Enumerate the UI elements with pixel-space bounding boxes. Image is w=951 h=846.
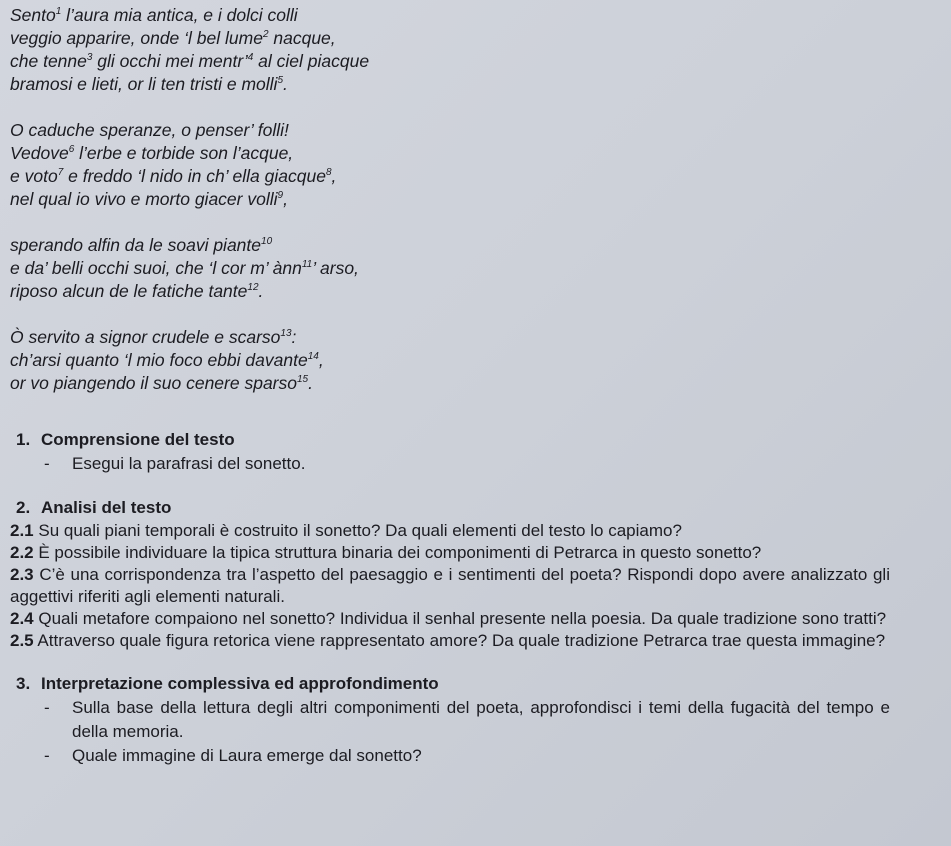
verse-line: Sento$^1$ l’aura mia antica, e i dolci colli xyxy=(10,5,298,25)
verse-line: bramosi e lieti, or li ten tristi e molli$^5$. xyxy=(10,74,288,94)
stanza-4 xyxy=(10,326,369,395)
footnote-ref: 12 xyxy=(247,282,259,293)
verse-line: Ò servito a signor crudele e scarso$^{13}$: xyxy=(10,327,297,347)
section-title: 1. Comprensione del testo xyxy=(16,430,235,449)
footnote-ref: 13 xyxy=(280,328,292,339)
footnote-ref: 14 xyxy=(307,351,319,362)
verse-line: e voto$^7$ e freddo ‘l nido in ch’ ella giacque$^8$, xyxy=(10,166,337,186)
footnote-ref: 7 xyxy=(57,167,64,178)
stanza-3 xyxy=(10,234,369,303)
footnote-ref: 3 xyxy=(86,52,93,63)
verse-line: Vedove$^6$ l’erbe e torbide son l’acque, xyxy=(10,143,294,163)
footnote-ref: 1 xyxy=(55,6,62,17)
footnote-ref: 15 xyxy=(297,374,309,385)
verse-line: sperando alfin da le soavi piante$^{10}$ xyxy=(10,235,273,255)
question-2-1: 2.1 Su quali piani temporali è costruito il sonetto? Da quali elementi del testo lo capiamo? xyxy=(10,521,682,540)
bullet-item: - Sulla base della lettura degli altri componimenti del poeta, approfondisci i temi della fugacità del tempo e della memoria. xyxy=(10,696,890,744)
question-2-2: 2.2 È possibile individuare la tipica struttura binaria dei componimenti di Petrarca in questo sonetto? xyxy=(10,543,762,562)
dash-marker: - xyxy=(44,454,50,473)
verse-line: or vo piangendo il suo cenere sparso$^{15}$. xyxy=(10,373,313,393)
footnote-ref: 10 xyxy=(261,236,273,247)
footnote-ref: 9 xyxy=(277,190,284,201)
verse-line: riposo alcun de le fatiche tante$^{12}$. xyxy=(10,281,264,301)
exercise-list xyxy=(10,428,890,768)
bullet-item: - Quale immagine di Laura emerge dal sonetto? xyxy=(10,744,890,768)
section-title: 3. Interpretazione complessiva ed approfondimento xyxy=(16,674,439,693)
verse-line: O caduche speranze, o penser’ folli! xyxy=(10,120,289,140)
verse-line: veggio apparire, onde ‘l bel lume$^2$ nacque, xyxy=(10,28,336,48)
footnote-ref: 11 xyxy=(301,259,313,270)
verse-line: nel qual io vivo e morto giacer volli$^9$, xyxy=(10,189,288,209)
dash-marker: - xyxy=(44,746,50,765)
question-2-5: 2.5 Attraverso quale figura retorica viene rappresentato amore? Da quale tradizione Petrarca trae questa immagine? xyxy=(10,631,886,650)
footnote-ref: 2 xyxy=(262,29,269,40)
verse-line: ch’arsi quanto ‘l mio foco ebbi davante$^{14}$, xyxy=(10,350,324,370)
stanza-2 xyxy=(10,119,369,211)
bullet-item: - Esegui la parafrasi del sonetto. xyxy=(10,452,890,476)
footnote-ref: 8 xyxy=(325,167,332,178)
question-2-4: 2.4 Quali metafore compaiono nel sonetto? Individua il senhal presente nella poesia. Da quale tradizione sono tratti? xyxy=(10,609,887,628)
section-title: 2. Analisi del testo xyxy=(16,498,172,517)
footnote-ref: 6 xyxy=(68,144,75,155)
stanza-1 xyxy=(10,4,369,96)
footnote-ref: 5 xyxy=(277,75,284,86)
sonnet xyxy=(10,4,369,395)
section-analisi xyxy=(10,496,890,652)
section-interpretazione xyxy=(10,672,890,768)
verse-line: e da’ belli occhi suoi, che ‘l cor m’ ànn$^{11}$’ arso, xyxy=(10,258,359,278)
dash-marker: - xyxy=(44,698,50,717)
footnote-ref: 4 xyxy=(247,52,254,63)
verse-line: che tenne$^3$ gli occhi mei mentr’$^4$ al ciel piacque xyxy=(10,51,370,71)
question-2-3: 2.3 C’è una corrispondenza tra l’aspetto del paesaggio e i sentimenti del poeta? Rispondi dopo avere analizzato gli aggettivi riferiti agli elementi naturali. xyxy=(10,565,890,606)
section-comprensione xyxy=(10,428,890,476)
